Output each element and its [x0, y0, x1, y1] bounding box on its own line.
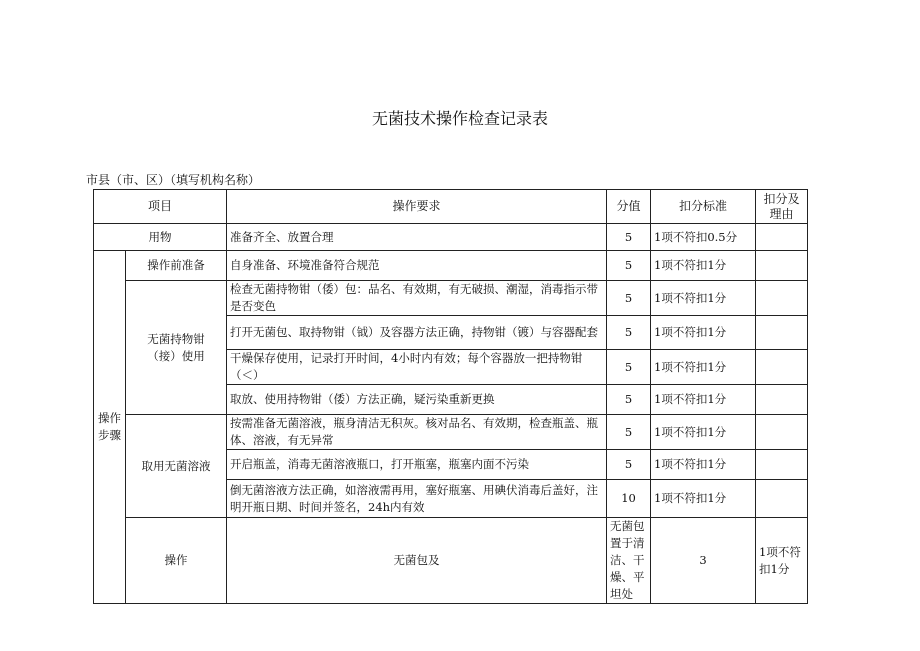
institution-line: 市县（市、区）（填写机构名称） — [86, 173, 261, 187]
group-label-steps: 操作步骤 — [94, 251, 126, 604]
header-standard: 扣分标准 — [651, 190, 756, 224]
row-standard: 1项不符扣1分 — [651, 350, 756, 385]
row-standard: 1项不符扣1分 — [756, 518, 808, 604]
row-requirement: 按需准备无菌溶液，瓶身清洁无积灰。核对品名、有效期，检查瓶盖、瓶体、溶液，有无异常 — [227, 415, 607, 450]
row-requirement: 检查无菌持物钳（倭）包：品名、有效期，有无破损、潮湿，消毒指示带是否变色 — [227, 281, 607, 316]
table-header-row — [94, 190, 808, 224]
row-score: 5 — [607, 224, 651, 251]
row-standard: 1项不符扣1分 — [651, 281, 756, 316]
table-row — [94, 224, 808, 251]
table-row — [94, 281, 808, 316]
row-standard: 1项不符扣1分 — [651, 450, 756, 480]
row-reason — [756, 251, 808, 281]
row-score: 5 — [607, 350, 651, 385]
header-item: 项目 — [94, 190, 227, 224]
header-score: 分值 — [607, 190, 651, 224]
row-score: 5 — [607, 251, 651, 281]
row-reason — [756, 450, 808, 480]
row-requirement: 倒无菌溶液方法正确，如溶液需再用，塞好瓶塞、用碘伏消毒后盖好，注明开瓶日期、时间并签名，24h内有效 — [227, 480, 607, 518]
page-title: 无菌技术操作检查记录表 — [371, 109, 548, 128]
row-requirement: 自身准备、环境准备符合规范 — [227, 251, 607, 281]
row-score: 5 — [607, 385, 651, 415]
row-reason — [756, 415, 808, 450]
row-score: 5 — [607, 415, 651, 450]
solution-item-label: 取用无菌溶液 — [126, 415, 227, 518]
forceps-item-label: 无菌持物钳（接）使用 — [126, 281, 227, 415]
row-reason — [756, 385, 808, 415]
row-score: 5 — [607, 316, 651, 350]
row-requirement: 准备齐全、放置合理 — [227, 224, 607, 251]
row-reason — [756, 316, 808, 350]
row-reason — [756, 480, 808, 518]
row-score: 5 — [607, 281, 651, 316]
row-standard: 1项不符扣1分 — [651, 251, 756, 281]
row-requirement: 无菌包置于清洁、干燥、平坦处 — [607, 518, 651, 604]
row-standard: 1项不符扣1分 — [651, 385, 756, 415]
row-reason — [756, 350, 808, 385]
row-reason — [756, 224, 808, 251]
table-row — [94, 251, 808, 281]
row-score: 3 — [651, 518, 756, 604]
row-item: 操作前准备 — [126, 251, 227, 281]
header-reason: 扣分及理由 — [756, 190, 808, 224]
row-standard: 1项不符扣1分 — [651, 316, 756, 350]
row-item: 用物 — [94, 224, 227, 251]
row-requirement: 打开无菌包、取持物钳（钺）及容器方法正确，持物钳（镀）与容器配套 — [227, 316, 607, 350]
table-row — [94, 518, 808, 604]
row-standard: 1项不符扣1分 — [651, 480, 756, 518]
row-item: 无菌包及 — [227, 518, 607, 604]
row-reason — [756, 281, 808, 316]
table-row — [94, 415, 808, 450]
row-score: 5 — [607, 450, 651, 480]
row-score: 10 — [607, 480, 651, 518]
row-requirement: 干燥保存使用，记录打开时间，4小时内有效；每个容器放一把持物钳（＜） — [227, 350, 607, 385]
header-requirement: 操作要求 — [227, 190, 607, 224]
row-requirement: 开启瓶盖，消毒无菌溶液瓶口，打开瓶塞，瓶塞内面不污染 — [227, 450, 607, 480]
row-requirement: 取放、使用持物钳（倭）方法正确，疑污染重新更换 — [227, 385, 607, 415]
group-label-last: 操作 — [126, 518, 227, 604]
row-standard: 1项不符扣1分 — [651, 415, 756, 450]
inspection-table — [93, 189, 808, 604]
row-standard: 1项不符扣0.5分 — [651, 224, 756, 251]
